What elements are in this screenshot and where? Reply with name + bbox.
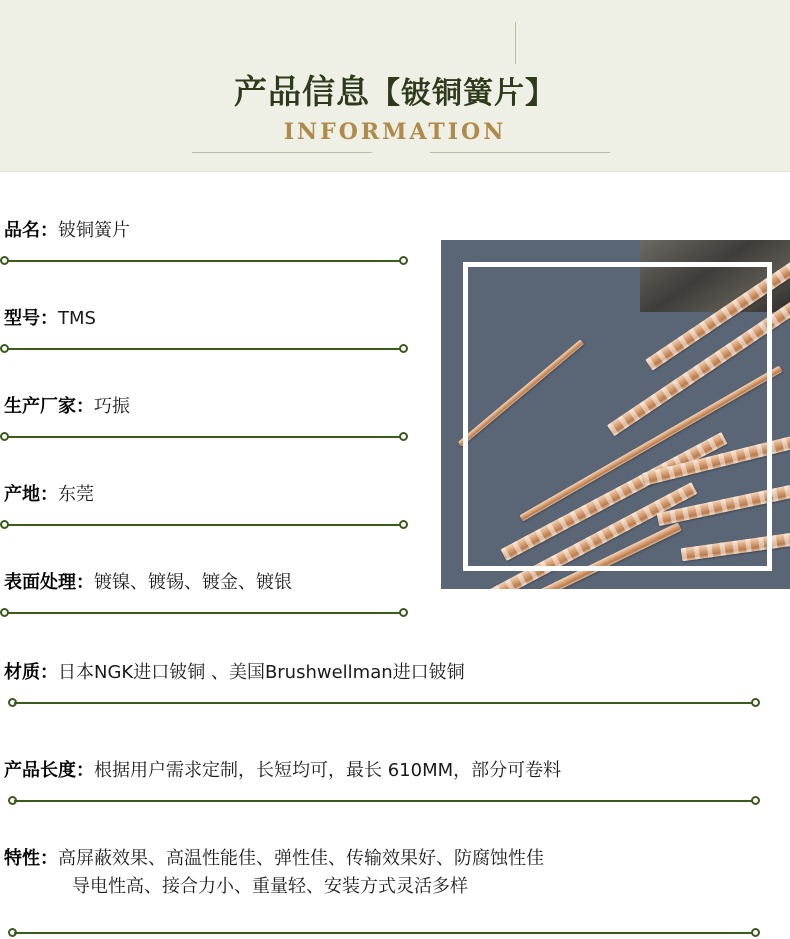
- spec-row-1: [0, 305, 430, 355]
- spec-value: TMS: [58, 308, 96, 329]
- divider-line: [8, 524, 403, 526]
- spec-divider: [0, 927, 790, 939]
- header-bottom-border: [0, 171, 790, 172]
- divider-line: [14, 800, 752, 802]
- spec-label: 品名：: [4, 220, 58, 241]
- divider-dot: [399, 520, 408, 529]
- spring-strip: [458, 339, 584, 446]
- page-title-bracket-text: 铍铜簧片: [401, 76, 525, 111]
- page-title-bracket-close: 】: [525, 76, 556, 111]
- spring-strip: [501, 432, 728, 561]
- header-vertical-rule: [515, 22, 516, 64]
- page-subtitle: INFORMATION: [283, 119, 507, 145]
- header-underline-right: [430, 152, 610, 153]
- spring-strip: [681, 532, 790, 562]
- spec-label: 特性：: [4, 848, 58, 869]
- spec-label: 产品长度：: [4, 760, 94, 781]
- spec-value: 镀镍、镀锡、镀金、镀银: [94, 572, 292, 593]
- divider-dot: [399, 344, 408, 353]
- divider-line: [8, 348, 403, 350]
- header-title-block: [0, 66, 790, 145]
- divider-line: [14, 932, 752, 934]
- divider-line: [14, 702, 752, 704]
- spec-label: 产地：: [4, 484, 58, 505]
- spec-value: 日本NGK进口铍铜 、美国Brushwellman进口铍铜: [58, 662, 465, 683]
- page-title-bracket-open: 【: [370, 76, 401, 111]
- spec-value: 根据用户需求定制，长短均可，最长 610MM，部分可卷料: [94, 760, 562, 781]
- spec-divider: [0, 431, 430, 443]
- divider-dot: [751, 698, 760, 707]
- divider-dot: [399, 608, 408, 617]
- divider-line: [8, 436, 403, 438]
- divider-dot: [751, 796, 760, 805]
- divider-line: [8, 260, 403, 262]
- spec-label: 表面处理：: [4, 572, 94, 593]
- spec-row-5: [0, 659, 790, 709]
- spec-divider: [0, 697, 790, 709]
- spec-divider: [0, 795, 790, 807]
- spec-value: 铍铜簧片: [58, 220, 130, 241]
- spec-label: 材质：: [4, 662, 58, 683]
- spec-row-6: [0, 757, 790, 807]
- spec-row-4: [0, 569, 430, 619]
- header-underline-left: [192, 152, 372, 153]
- divider-dot: [399, 256, 408, 265]
- page-header: [0, 0, 790, 172]
- product-image: [441, 240, 790, 589]
- spec-divider: [0, 343, 430, 355]
- page-title: [234, 66, 556, 113]
- spec-divider: [0, 519, 430, 531]
- spec-divider: [0, 255, 430, 267]
- spec-label: 生产厂家：: [4, 396, 94, 417]
- page-title-text: 产品信息: [234, 72, 370, 111]
- spec-label: 型号：: [4, 308, 58, 329]
- spec-row-2: [0, 393, 430, 443]
- spec-divider: [0, 607, 430, 619]
- spec-value: 巧振: [94, 396, 130, 417]
- spec-value: 东莞: [58, 484, 94, 505]
- product-photo: [441, 240, 790, 589]
- spec-row-3: [0, 481, 430, 531]
- spec-value: 高屏蔽效果、高温性能佳、弹性佳、传输效果好、防腐蚀性佳: [58, 848, 544, 869]
- spec-row-7: [0, 845, 790, 939]
- divider-dot: [399, 432, 408, 441]
- divider-line: [8, 612, 403, 614]
- spec-row-0: [0, 217, 430, 267]
- spec-value-line2: 导电性高、接合力小、重量轻、安装方式灵活多样: [72, 876, 468, 897]
